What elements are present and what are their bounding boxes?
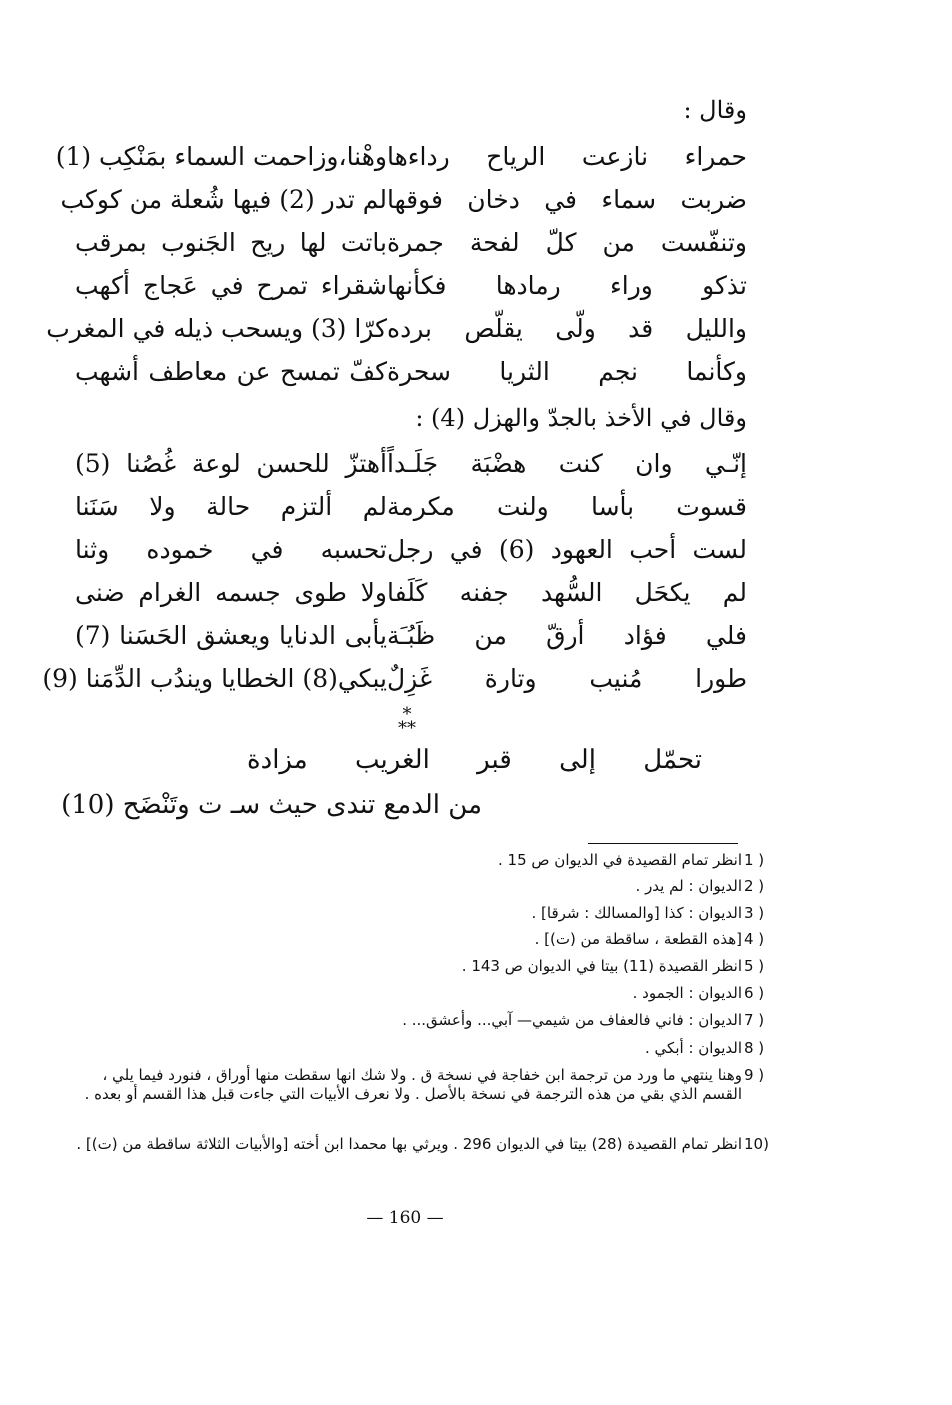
hemistich-second: لم ألتزم حالة ولا سَنَنا [75, 492, 387, 521]
verse-row [75, 487, 747, 527]
verse-row [46, 309, 747, 349]
footnote-number: 9 ) [744, 1066, 765, 1084]
hemistich-first: والليل قد ولّى يقلّص برده [387, 314, 747, 343]
footnote [72, 851, 765, 870]
footnote-number: 7 ) [744, 1011, 765, 1029]
footnote-number: 8 ) [744, 1039, 765, 1057]
hemistich-second: تحسبه في خموده وثنا [75, 535, 387, 564]
hemistich-first: فلي فؤاد أرقّ من ظَبُـَة [387, 621, 747, 650]
hemistich-first: إنّـي وان كنت هضْبَة جَلَـداً [387, 449, 747, 478]
footnote-number: 2 ) [744, 877, 765, 895]
footnote-number: 1 ) [744, 851, 765, 869]
footnote-text: [هذه القطعة ، ساقطة من (ت)] . [534, 930, 742, 948]
hemistich-first: ضربت سماء في دخان فوقها [387, 185, 747, 214]
footnote-number: 6 ) [744, 984, 765, 1002]
hemistich-second: كرّا (3) ويسحب ذيله في المغرب [46, 314, 387, 343]
hemistich-second: وهْنا،وزاحمت السماء بمَنْكِب (1) [55, 142, 387, 171]
verse-row [75, 352, 747, 392]
footnote [72, 984, 765, 1003]
hemistich-second: باتت لها ريح الجَنوب بمرقب [75, 228, 387, 257]
footnote [72, 877, 765, 896]
footnote-text: الديوان : كذا [والمسالك : شرقا] . [531, 904, 742, 922]
intro-heading-2: وقال في الأخذ بالجدّ والهزل (4) : [415, 404, 747, 432]
hemistich-first: لم يكحَل السُّهد جفنه كَلَفا [387, 578, 747, 607]
verse-row [55, 137, 747, 177]
verse-row [75, 444, 747, 484]
hemistich-first: تذكو وراء رمادها فكأنها [387, 271, 747, 300]
footnote-number: 10) [744, 1135, 769, 1153]
couplet-line-1: تحمّل إلى قبر الغريب مزادة [247, 745, 702, 775]
page-number: — 160 — [366, 1208, 444, 1228]
footnote-number: 3 ) [744, 904, 765, 922]
footnote [72, 1135, 769, 1154]
footnote-separator [588, 843, 738, 844]
hemistich-second: أهتزّ للحسن لوعة غُصُنا (5) [75, 449, 387, 478]
footnote-text: وهنا ينتهي ما ورد من ترجمة ابن خفاجة في نسخة ق . ولا شك انها سقطت منها أوراق ، فنورد فيما يلي ، القسم الذي بقي من هذه الترجمة في نسخة بالأصل . ولا نعرف الأبيات التي جاءت قبل هذا القسم أو بعده . [84, 1066, 742, 1103]
verse-row [75, 573, 747, 613]
verse-row [60, 180, 747, 220]
hemistich-first: طورا مُنيب وتارة غَزِلٌ [387, 664, 747, 693]
verse-row [75, 223, 747, 263]
verse-row [75, 266, 747, 306]
footnote-number: 4 ) [744, 930, 765, 948]
footnote [72, 1011, 765, 1030]
couplet-line-2: من الدمع تندى حيث سـ ت وتَنْضَح (10) [61, 790, 482, 820]
footnote-text: الديوان : الجمود . [632, 984, 742, 1002]
footnote [72, 957, 765, 976]
hemistich-first: حمراء نازعت الرياح رداءها [387, 142, 747, 171]
verse-row [42, 659, 747, 699]
section-divider-stars: * ** [398, 704, 416, 739]
hemistich-first: قسوت بأسا ولنت مكرمة [387, 492, 747, 521]
verse-row [75, 616, 747, 656]
hemistich-first: لست أحب العهود (6) في رجل [387, 535, 747, 564]
footnote-number: 5 ) [744, 957, 765, 975]
hemistich-second: لم تدر (2) فيها شُعلة من كوكب [60, 185, 387, 214]
footnote-text: الديوان : لم يدر . [635, 877, 742, 895]
footnote-text: انظر القصيدة (11) بيتا في الديوان ص 143 . [461, 957, 742, 975]
hemistich-second: ولا طوى جسمه الغرام ضنى [75, 578, 387, 607]
hemistich-second: كفّ تمسح عن معاطف أشهب [75, 357, 387, 386]
hemistich-first: وتنفّست من كلّ لفحة جمرة [387, 228, 747, 257]
footnote-text: انظر تمام القصيدة في الديوان ص 15 . [498, 851, 742, 869]
footnote [72, 1066, 765, 1104]
footnote [72, 930, 765, 949]
verse-row [75, 530, 747, 570]
hemistich-second: شقراء تمرح في عَجاج أكهب [75, 271, 387, 300]
footnote [72, 904, 765, 923]
hemistich-second: يأبى الدنايا ويعشق الحَسَنا (7) [75, 621, 387, 650]
footnote [72, 1039, 765, 1058]
footnote-text: الديوان : أبكي . [645, 1039, 742, 1057]
footnote-text: الديوان : فاني فالعفاف من شيمي— آبي... وأعشق... . [402, 1011, 742, 1029]
hemistich-second: يبكي(8) الخطايا ويندُب الدِّمَنا (9) [42, 664, 387, 693]
intro-heading-1: وقال : [683, 96, 747, 124]
footnote-text: انظر تمام القصيدة (28) بيتا في الديوان 296 . ويرثي بها محمدا ابن أخته [والأبيات الثلاثة ساقطة من (ت)] . [76, 1135, 742, 1153]
hemistich-first: وكأنما نجم الثريا سحرة [387, 357, 747, 386]
